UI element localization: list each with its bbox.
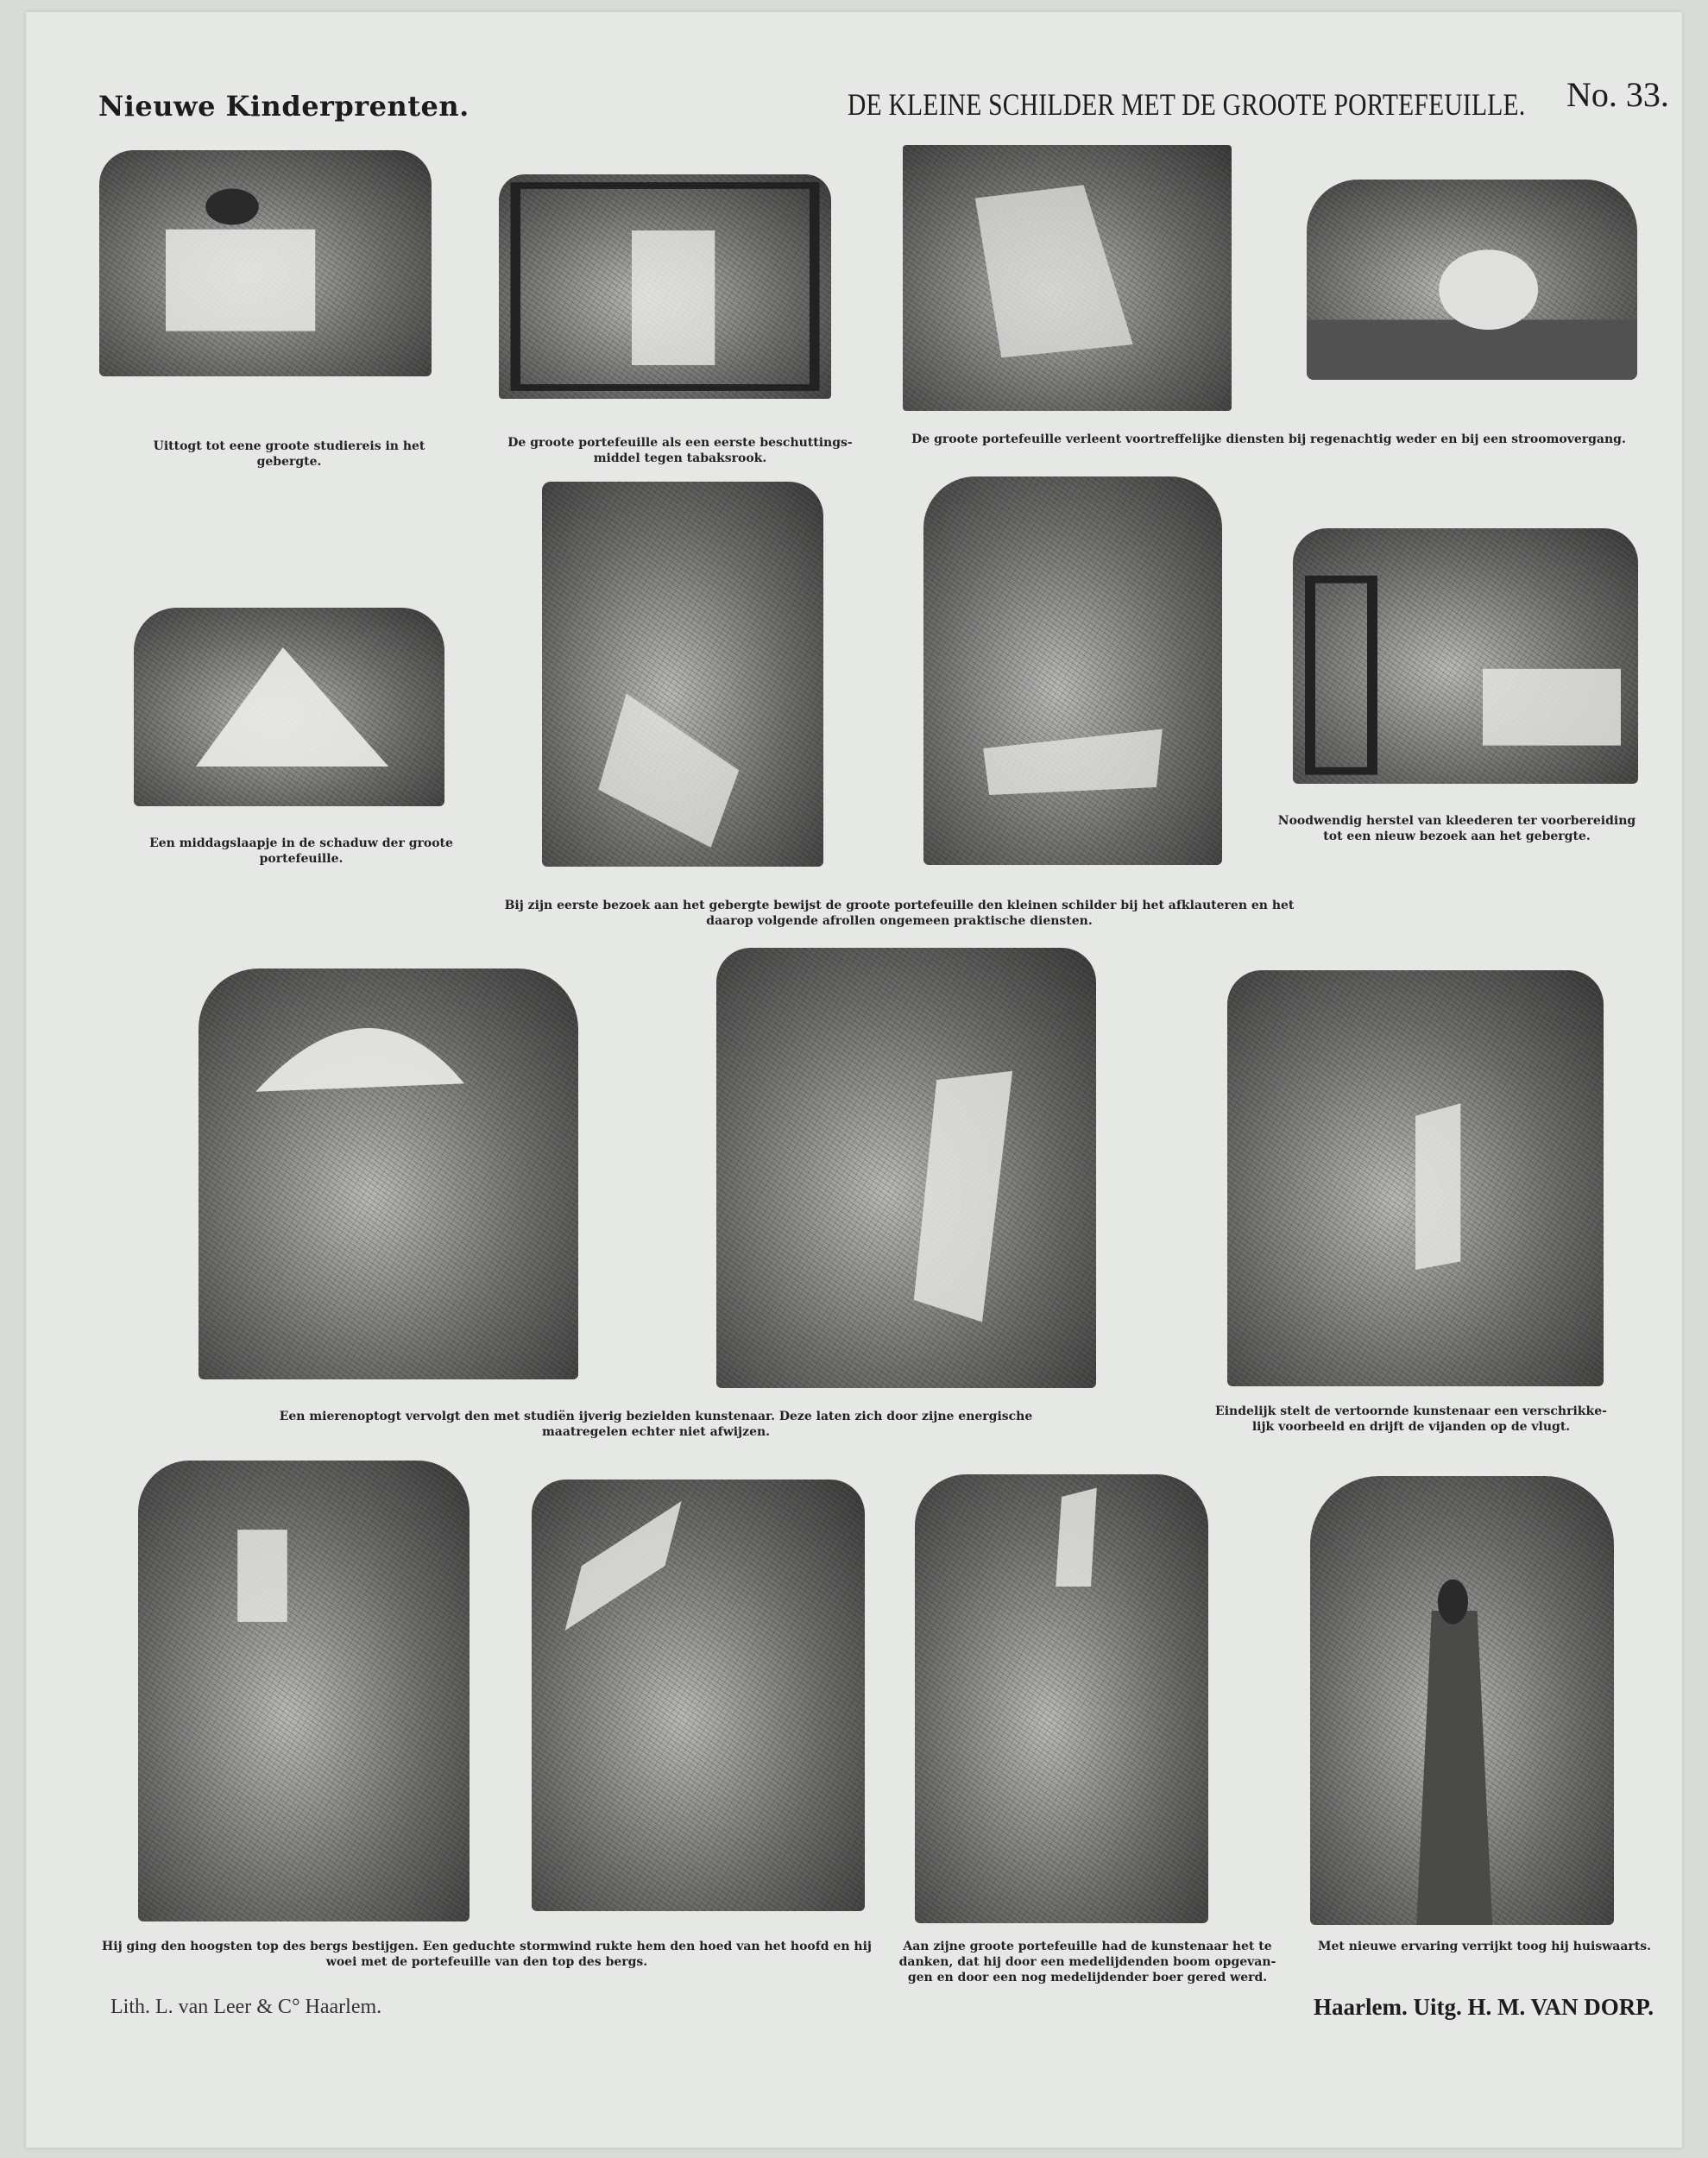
caption-1: Uittogt tot eene groote studiereis in het gebergte.: [153, 439, 425, 469]
caption-4: Een middagslaapje in de schaduw der groote portefeuille.: [149, 836, 453, 866]
illustration-descent: [542, 482, 823, 867]
illustration-ants-flee: [1227, 970, 1604, 1386]
illustration-ants-defense: [716, 948, 1096, 1388]
illustration-river-crossing: [1307, 180, 1637, 380]
illustration-summit: [138, 1461, 470, 1921]
caption-6: Noodwendig herstel van kleederen ter voorbereiding tot een nieuw bezoek aan het gebergte.: [1277, 814, 1636, 843]
printer-imprint: Lith. L. van Leer & C° Haarlem.: [110, 1996, 382, 2018]
caption-7: Een mierenoptogt vervolgt den met studiën ijverig bezielden kunstenaar. Deze laten zich door zijne energische maatregelen echter niet afwijzen.: [279, 1410, 1033, 1439]
publisher-imprint: Haarlem. Uitg. H. M. VAN DORP.: [1314, 1994, 1654, 2020]
illustration-carriage: [499, 174, 831, 399]
illustration-rolling: [923, 476, 1222, 865]
illustration-storm: [532, 1480, 865, 1911]
illustration-rain: [903, 145, 1232, 411]
print-number: No. 33.: [1566, 75, 1669, 114]
illustration-ants-umbrella: [199, 969, 578, 1379]
caption-5: Bij zijn eerste bezoek aan het gebergte bewijst de groote portefeuille den kleinen schilder bij het afklauteren en het daarop volgende afrollen ongemeen praktische diensten.: [504, 899, 1295, 928]
illustration-homeward: [1310, 1476, 1614, 1925]
caption-9: Hij ging den hoogsten top des bergs bestijgen. Een geduchte stormwind rukte hem den hoed van het hoofd en hij woei met de portefeuille van den top des bergs.: [102, 1940, 872, 1969]
caption-10: Aan zijne groote portefeuille had de kunstenaar het te danken, dat hij door een medelijdenden boom opgevan-gen en door een nog medelijdender boer gered werd.: [898, 1940, 1276, 1984]
illustration-departure: [99, 150, 432, 376]
illustration-nap: [134, 608, 444, 806]
caption-11: Met nieuwe ervaring verrijkt toog hij huiswaarts.: [1318, 1940, 1651, 1953]
caption-8: Eindelijk stelt de vertoornde kunstenaar een verschrikke-lijk voorbeeld en drijft de vijanden op de vlugt.: [1215, 1404, 1607, 1434]
series-title: Nieuwe Kinderprenten.: [98, 90, 470, 123]
illustration-repair: [1293, 528, 1638, 784]
print-sheet: [26, 12, 1682, 2148]
illustration-tree-rescue: [915, 1474, 1208, 1923]
print-title: DE KLEINE SCHILDER MET DE GROOTE PORTEFEUILLE.: [848, 87, 1526, 122]
caption-3: De groote portefeuille verleent voortreffelijke diensten bij regenachtig weder en bij een stroomovergang.: [911, 432, 1626, 446]
caption-2: De groote portefeuille als een eerste beschuttings-middel tegen tabaksrook.: [507, 436, 853, 465]
